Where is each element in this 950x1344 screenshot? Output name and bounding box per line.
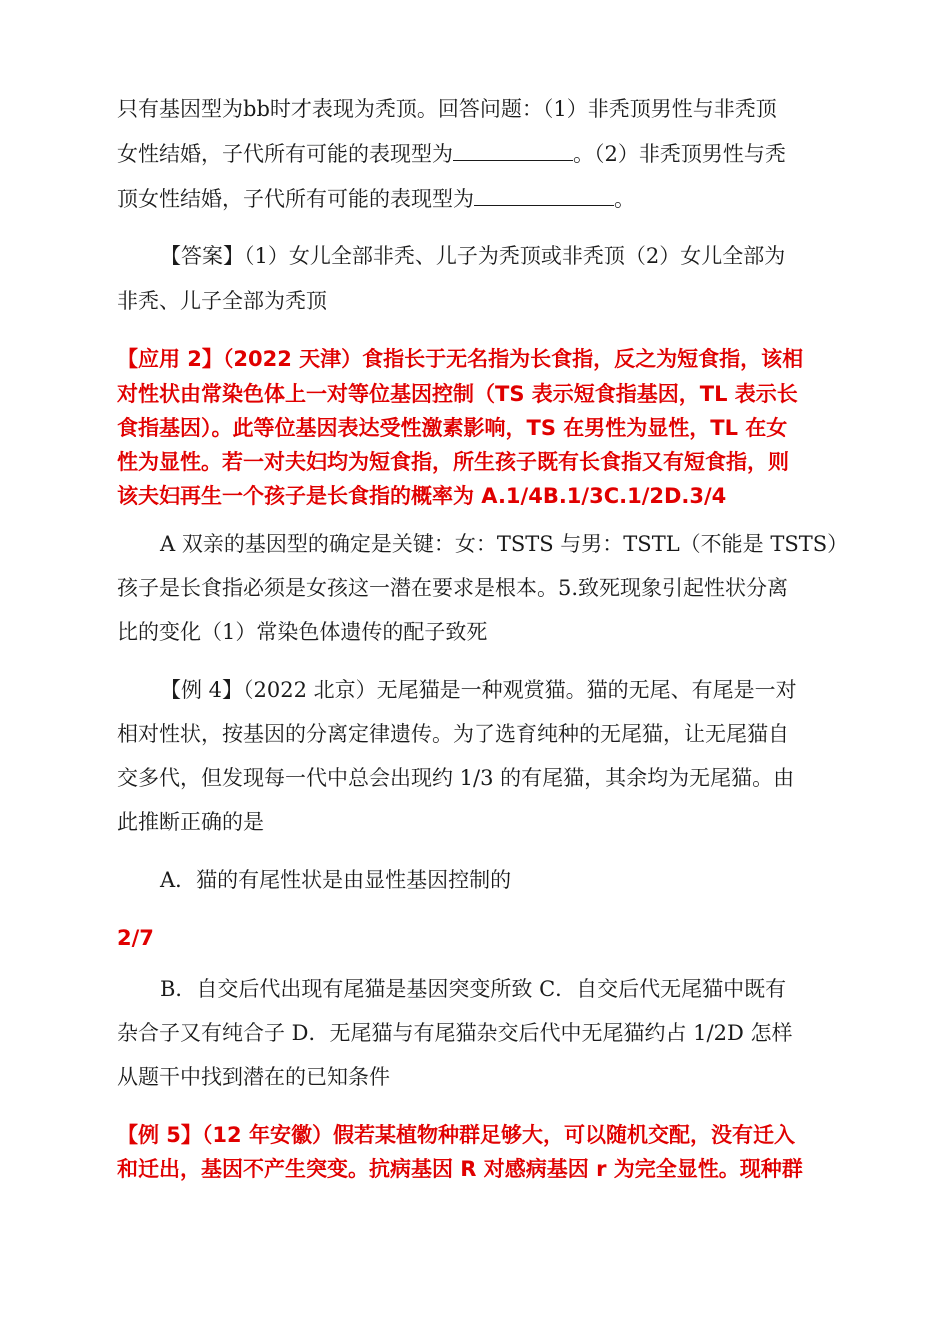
- question-3-line-1: [117, 94, 777, 124]
- example-4-line-4: 此推断正确的是: [117, 810, 264, 834]
- text: 女性结婚，子代所有可能的表现型为: [117, 142, 453, 166]
- application-2-line-4: 性为显性。若一对夫妇均为短食指，所生孩子既有长食指又有短食指，则: [117, 450, 789, 474]
- analysis-line-3: 比的变化（1）常染色体遗传的配子致死: [117, 620, 488, 644]
- application-2-line-1: 【应用 2】（2022 天津）食指长于无名指为长食指，反之为短食指，该相: [117, 347, 804, 371]
- example-4-option-b-line-1: B．自交后代出现有尾猫是基因突变所致 C．自交后代无尾猫中既有: [160, 977, 787, 1001]
- text: 。（2）非秃顶男性与秃: [573, 142, 786, 166]
- answer-blank-1: [453, 140, 573, 161]
- analysis-line-2: 孩子是长食指必须是女孩这一潜在要求是根本。5.致死现象引起性状分离: [117, 576, 789, 600]
- example-4-line-3: 交多代，但发现每一代中总会出现约 1/3 的有尾猫，其余均为无尾猫。由: [117, 766, 795, 790]
- application-2-line-2: 对性状由常染色体上一对等位基因控制（TS 表示短食指基因，TL 表示长: [117, 382, 798, 406]
- text: 只有基因型为bb时才表现为秃顶。回答问题：（1）非秃顶男性与非秃顶: [117, 97, 777, 121]
- answer-line-2: 非秃、儿子全部为秃顶: [117, 289, 327, 313]
- example-4-option-b-line-3: 从题干中找到潜在的已知条件: [117, 1065, 390, 1089]
- page-number: 2/7: [117, 926, 154, 950]
- example-5-line-1: 【例 5】（12 年安徽）假若某植物种群足够大，可以随机交配，没有迁入: [117, 1123, 795, 1147]
- application-2-line-3: 食指基因）。此等位基因表达受性激素影响，TS 在男性为显性，TL 在女: [117, 416, 788, 440]
- example-4-option-b-line-2: 杂合子又有纯合子 D．无尾猫与有尾猫杂交后代中无尾猫约占 1/2D 怎样: [117, 1021, 793, 1045]
- answer-line-1: 【答案】（1）女儿全部非秃、儿子为秃顶或非秃顶（2）女儿全部为: [160, 244, 786, 268]
- example-4-line-1: 【例 4】（2022 北京）无尾猫是一种观赏猫。猫的无尾、有尾是一对: [160, 678, 797, 702]
- text: 。: [614, 187, 635, 211]
- answer-blank-2: [474, 185, 614, 206]
- question-3-line-3: [117, 184, 635, 214]
- example-4-line-2: 相对性状，按基因的分离定律遗传。为了选育纯种的无尾猫，让无尾猫自: [117, 722, 789, 746]
- example-5-line-2: 和迁出，基因不产生突变。抗病基因 R 对感病基因 r 为完全显性。现种群: [117, 1157, 803, 1181]
- text: 顶女性结婚，子代所有可能的表现型为: [117, 187, 474, 211]
- analysis-line-1: A 双亲的基因型的确定是关键：女：TSTS 与男：TSTL（不能是 TSTS）: [160, 532, 849, 556]
- example-4-option-a: A．猫的有尾性状是由显性基因控制的: [160, 868, 512, 892]
- question-3-line-2: [117, 139, 786, 169]
- application-2-line-5: 该夫妇再生一个孩子是长食指的概率为 A.1/4B.1/3C.1/2D.3/4: [117, 484, 727, 508]
